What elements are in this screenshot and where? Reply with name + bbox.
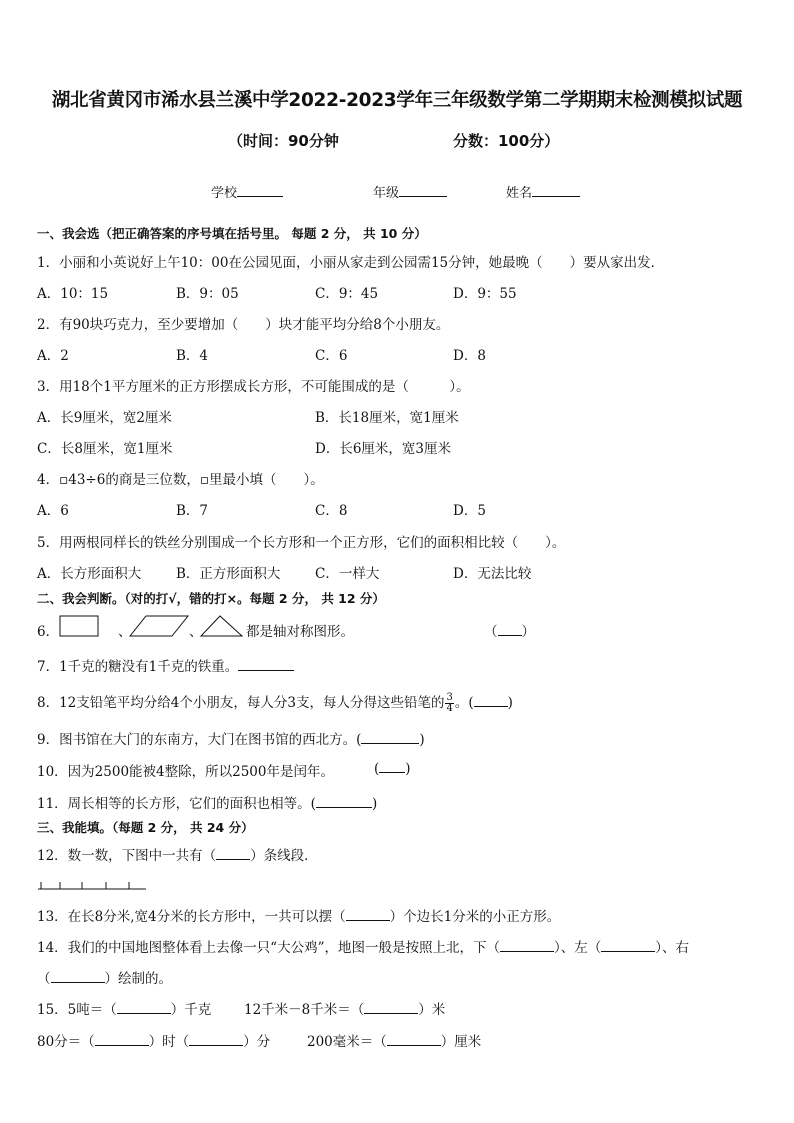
q9-text: 9．图书馆在大门的东南方，大门在图书馆的西北方。( [37, 732, 362, 748]
question-15-part3 [37, 1030, 270, 1050]
grade-blank[interactable] [399, 184, 447, 197]
grade-label: 年级 [373, 186, 400, 201]
question-1: 1．小丽和小英说好上午10：00在公园见面，小丽从家走到公园需15分钟，她最晚（ ）要从家出发． [37, 255, 665, 271]
question-8 [37, 691, 513, 714]
q12-blank[interactable] [216, 847, 250, 860]
question-15-part4 [307, 1030, 481, 1050]
question-14 [37, 936, 689, 956]
q6-paren-left: （ [484, 624, 498, 640]
q6-separator-1: 、 [118, 624, 132, 640]
q6-number: 6． [37, 624, 60, 640]
q1-option-a[interactable]: A．10：15 [37, 286, 109, 302]
q15-blank-1[interactable] [117, 1001, 171, 1014]
question-15-part1 [37, 998, 211, 1018]
q8-paren-right: ) [507, 695, 513, 711]
q14-text-a: 14．我们的中国地图整体看上去像一只“大公鸡”，地图一般是按照上北，下（ [37, 940, 500, 956]
q14-text-c: ）、右 [655, 940, 689, 956]
q14-blank-right[interactable] [51, 970, 105, 983]
q15-text-i: ）厘米 [440, 1034, 482, 1050]
q13-text-b: ）个边长1分米的小正方形。 [389, 909, 561, 925]
q8-text: 8．12支铅笔平均分给4个小朋友，每人分3支，每人分得这些铅笔的 [37, 695, 445, 711]
q1-option-d[interactable]: D．9：55 [453, 286, 517, 302]
q5-option-b[interactable]: B．正方形面积大 [176, 566, 281, 582]
q6-blank[interactable] [498, 623, 522, 636]
q8-paren-left: 。( [454, 695, 474, 711]
q3-option-d[interactable]: D．长6厘米，宽3厘米 [315, 441, 452, 457]
q2-option-a[interactable]: A．2 [37, 348, 69, 364]
name-field [506, 182, 580, 201]
q13-blank[interactable] [346, 908, 390, 921]
q3-option-b[interactable]: B．长18厘米，宽1厘米 [315, 410, 459, 426]
q4-option-c[interactable]: C．8 [315, 503, 348, 519]
q15-text-a: 15．5吨＝（ [37, 1002, 117, 1018]
q6-separator-2: 、 [189, 624, 203, 640]
q4-option-b[interactable]: B．7 [176, 503, 209, 519]
q6-paren-right: ） [521, 624, 535, 640]
q15-text-c: 12千米－8千米＝（ [244, 1002, 365, 1018]
q6-answer [484, 620, 535, 640]
school-label: 学校 [211, 186, 238, 201]
q11-blank[interactable] [316, 795, 372, 808]
q7-blank[interactable] [238, 658, 294, 671]
q15-text-b: ）千克 [170, 1002, 212, 1018]
q9-paren-right: ) [419, 732, 425, 748]
q15-blank-3[interactable] [95, 1033, 149, 1046]
school-field [211, 182, 283, 201]
q14-text-b: ）、左（ [553, 940, 602, 956]
q7-text: 7．1千克的糖没有1千克的铁重。 [37, 659, 239, 675]
q14-text-d: （ [37, 971, 51, 987]
q15-text-d: ）米 [418, 1002, 446, 1018]
q2-option-d[interactable]: D．8 [453, 348, 486, 364]
parallelogram-shape [130, 616, 188, 636]
question-10: 10．因为2500能被4整除，所以2500年是闰年。 [37, 764, 334, 780]
q8-fraction [445, 693, 453, 714]
q12-line-segment-figure [38, 878, 150, 892]
q2-option-c[interactable]: C．6 [315, 348, 348, 364]
question-13 [37, 905, 560, 925]
question-3: 3．用18个1平方厘米的正方形摆成长方形，不可能围成的是（ ）。 [37, 379, 470, 395]
q13-text-a: 13．在长8分米,宽4分米的长方形中，一共可以摆（ [37, 909, 346, 925]
q1-option-c[interactable]: C．9：45 [315, 286, 379, 302]
q15-blank-2[interactable] [364, 1001, 418, 1014]
q10-answer [374, 760, 411, 777]
q15-text-e: 80分＝（ [37, 1034, 95, 1050]
question-15-part2 [244, 998, 445, 1018]
q10-paren-right: ) [405, 761, 411, 777]
question-9 [37, 728, 425, 748]
rectangle-shape [60, 616, 98, 636]
question-11 [37, 792, 377, 812]
question-5: 5．用两根同样长的铁丝分别围成一个长方形和一个正方形，它们的面积相比较（ ）。 [37, 535, 566, 551]
q4-option-a[interactable]: A．6 [37, 503, 69, 519]
q2-option-b[interactable]: B．4 [176, 348, 209, 364]
q15-text-f: ）时（ [148, 1034, 190, 1050]
q11-paren-right: ) [371, 796, 378, 812]
q15-text-h: 200毫米＝（ [307, 1034, 387, 1050]
q5-option-d[interactable]: D．无法比较 [453, 566, 532, 582]
question-12 [37, 844, 318, 864]
q3-option-c[interactable]: C．长8厘米，宽1厘米 [37, 441, 173, 457]
q8-denominator: 4 [446, 703, 453, 714]
q12-text-b: ）条线段． [250, 848, 318, 864]
question-2: 2．有90块巧克力，至少要增加（ ）块才能平均分给8个小朋友。 [37, 317, 450, 333]
section2-heading: 二、我会判断。（对的打√，错的打×。每题 2 分， 共 12 分） [37, 591, 385, 606]
triangle-shape [201, 616, 242, 636]
question-4: 4．▫43÷6的商是三位数，▫里最小填（ ）。 [37, 472, 324, 488]
grade-field [373, 182, 447, 201]
q14-text-e: ）绘制的。 [104, 971, 172, 987]
q1-option-b[interactable]: B．9：05 [176, 286, 239, 302]
question-7 [37, 655, 294, 675]
page-title: 湖北省黄冈市浠水县兰溪中学2022-2023学年三年级数学第二学期期末检测模拟试题 [51, 90, 743, 111]
score-label: 分数：100分） [453, 132, 560, 150]
name-label: 姓名 [506, 186, 533, 201]
section1-heading: 一、我会选（把正确答案的序号填在括号里。 每题 2 分， 共 10 分） [37, 226, 427, 241]
q15-text-g: ）分 [243, 1034, 271, 1050]
q15-blank-5[interactable] [387, 1033, 441, 1046]
q10-blank[interactable] [379, 760, 405, 773]
q3-option-a[interactable]: A．长9厘米，宽2厘米 [37, 410, 172, 426]
section3-heading: 三、我能填。（每题 2 分， 共 24 分） [37, 820, 254, 835]
q11-text: 11．周长相等的长方形，它们的面积也相等。( [37, 796, 316, 812]
q5-option-a[interactable]: A．长方形面积大 [37, 566, 142, 582]
time-label: （时间：90分钟 [228, 132, 339, 150]
q9-blank[interactable] [361, 731, 419, 744]
question-14-cont [37, 967, 172, 987]
q6-text: 都是轴对称图形。 [246, 624, 354, 640]
q4-option-d[interactable]: D．5 [453, 503, 486, 519]
q6-shapes [58, 612, 248, 640]
q10-paren-left: ( [374, 761, 380, 777]
q15-blank-4[interactable] [189, 1033, 243, 1046]
q12-text-a: 12．数一数，下图中一共有（ [37, 848, 217, 864]
q14-blank-left[interactable] [601, 939, 655, 952]
q8-blank[interactable] [474, 694, 508, 707]
school-blank[interactable] [237, 184, 283, 197]
q5-option-c[interactable]: C．一样大 [315, 566, 380, 582]
q8-numerator: 3 [446, 692, 453, 703]
name-blank[interactable] [532, 184, 580, 197]
q14-blank-down[interactable] [500, 939, 554, 952]
